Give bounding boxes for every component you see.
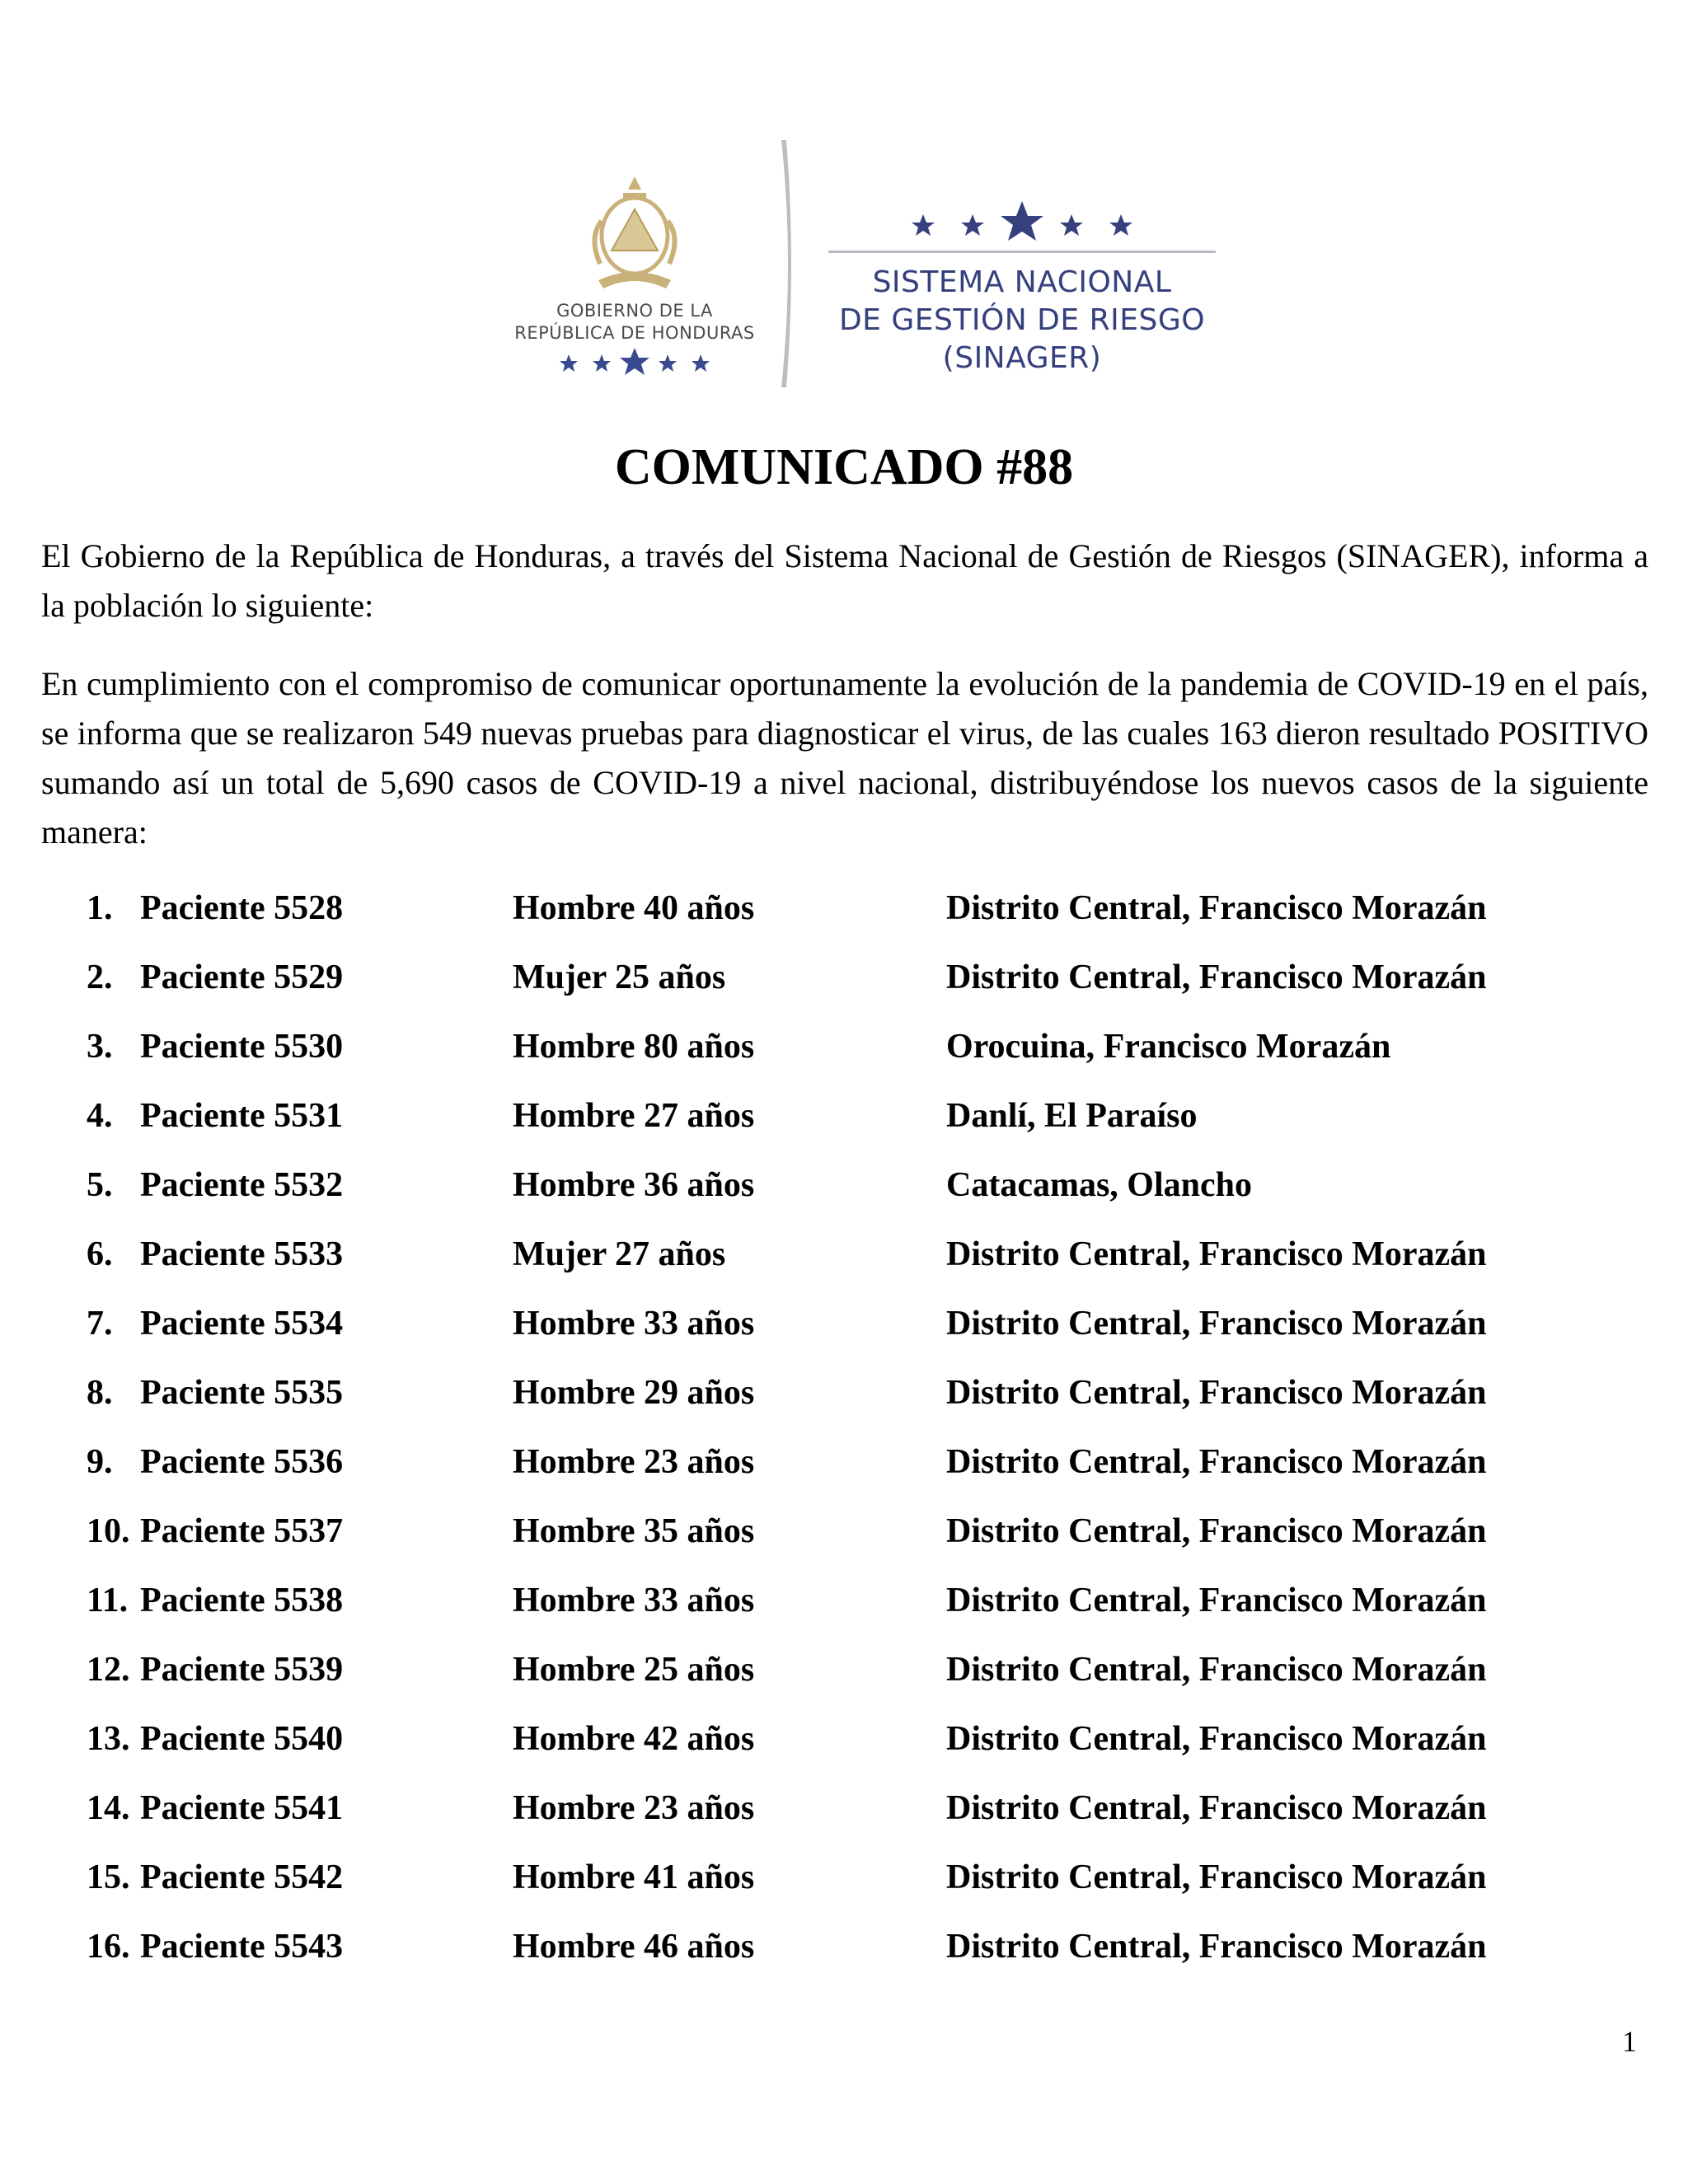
case-row [0,1576,1688,1645]
case-person: Hombre 42 años [513,1720,755,1758]
case-person: Hombre 41 años [513,1858,755,1896]
case-row [0,1299,1688,1368]
honduras-coat-of-arms-icon [584,171,686,295]
case-row [0,1368,1688,1437]
government-logo [503,132,767,396]
sinager-name-line-3: (SINAGER) [942,341,1102,375]
case-patient: Paciente 5539 [140,1651,344,1689]
case-person: Mujer 27 años [513,1235,726,1273]
case-place: Distrito Central, Francisco Morazán [946,1235,1487,1273]
case-row [0,1922,1688,1991]
government-name-line-2: REPÚBLICA DE HONDURAS [514,323,755,343]
sinager-stars-icon [898,196,1146,246]
case-patient: Paciente 5529 [140,958,344,996]
case-row [0,1783,1688,1853]
logo-divider [780,140,796,387]
case-row [0,1230,1688,1299]
case-number: 8. [87,1374,113,1412]
case-patient: Paciente 5541 [140,1789,344,1827]
case-place: Distrito Central, Francisco Morazán [946,1858,1487,1896]
case-person: Hombre 25 años [513,1651,755,1689]
page-number: 1 [1622,2025,1637,2058]
intro-paragraph: El Gobierno de la República de Honduras, a través del Sistema Nacional de Gestión de Riesgos (SINAGER), informa a la población lo siguiente: [41,537,1648,624]
case-row [0,953,1688,1022]
case-patient: Paciente 5543 [140,1928,344,1966]
case-patient: Paciente 5535 [140,1374,344,1412]
case-place: Catacamas, Olancho [946,1166,1252,1204]
case-place: Distrito Central, Francisco Morazán [946,1928,1487,1966]
case-number: 14. [87,1789,130,1827]
case-patient: Paciente 5540 [140,1720,344,1758]
case-row [0,1645,1688,1714]
case-patient: Paciente 5531 [140,1097,344,1135]
case-number: 13. [87,1720,130,1758]
case-person: Hombre 33 años [513,1305,755,1343]
case-row [0,883,1688,953]
case-row [0,1022,1688,1091]
case-person: Mujer 25 años [513,958,726,996]
case-patient: Paciente 5534 [140,1305,344,1343]
case-place: Danlí, El Paraíso [946,1097,1198,1135]
case-place: Distrito Central, Francisco Morazán [946,1582,1487,1619]
case-patient: Paciente 5530 [140,1028,344,1066]
case-number: 10. [87,1512,130,1550]
case-row [0,1091,1688,1160]
sinager-name-line-2: DE GESTIÓN DE RIESGO [838,303,1206,337]
case-row [0,1507,1688,1576]
case-person: Hombre 46 años [513,1928,755,1966]
case-place: Distrito Central, Francisco Morazán [946,1789,1487,1827]
case-number: 3. [87,1028,113,1066]
case-patient: Paciente 5532 [140,1166,344,1204]
case-person: Hombre 29 años [513,1374,755,1412]
case-number: 1. [87,889,113,927]
case-row [0,1714,1688,1783]
case-row [0,1853,1688,1922]
case-number: 7. [87,1305,113,1343]
case-place: Distrito Central, Francisco Morazán [946,958,1487,996]
case-patient: Paciente 5536 [140,1443,344,1481]
document-title: COMUNICADO #88 [614,439,1074,495]
case-person: Hombre 23 años [513,1789,755,1827]
case-number: 15. [87,1858,130,1896]
case-person: Hombre 27 años [513,1097,755,1135]
sinager-rule [828,251,1216,253]
case-place: Distrito Central, Francisco Morazán [946,1651,1487,1689]
case-person: Hombre 40 años [513,889,755,927]
government-stars-icon [552,344,717,381]
case-patient: Paciente 5533 [140,1235,344,1273]
case-number: 4. [87,1097,113,1135]
cases-list [0,883,1688,1991]
case-place: Distrito Central, Francisco Morazán [946,889,1487,927]
case-place: Orocuina, Francisco Morazán [946,1028,1391,1066]
government-name-line-1: GOBIERNO DE LA [556,301,713,321]
case-patient: Paciente 5542 [140,1858,344,1896]
sinager-logo [828,132,1224,396]
case-person: Hombre 36 años [513,1166,755,1204]
sinager-name-line-1: SISTEMA NACIONAL [872,265,1172,299]
case-patient: Paciente 5528 [140,889,344,927]
case-patient: Paciente 5538 [140,1582,344,1619]
body-paragraph: En cumplimiento con el compromiso de comunicar oportunamente la evolución de la pandemia de COVID-19 en el país, se informa que se realizaron 549 nuevas pruebas para diagnosticar el virus, de las cuales 163 dieron resultado POSITIVO sumando así un total de 5,690 casos de COVID-19 a nivel nacional, distribuyéndose los nuevos casos de la siguiente manera: [41,665,1648,851]
case-person: Hombre 80 años [513,1028,755,1066]
case-person: Hombre 33 años [513,1582,755,1619]
case-row [0,1437,1688,1507]
letterhead [0,132,1688,404]
case-number: 9. [87,1443,113,1481]
case-person: Hombre 23 años [513,1443,755,1481]
case-number: 11. [87,1582,129,1619]
case-number: 2. [87,958,113,996]
case-patient: Paciente 5537 [140,1512,344,1550]
case-number: 12. [87,1651,130,1689]
case-person: Hombre 35 años [513,1512,755,1550]
case-place: Distrito Central, Francisco Morazán [946,1512,1487,1550]
case-place: Distrito Central, Francisco Morazán [946,1374,1487,1412]
case-place: Distrito Central, Francisco Morazán [946,1720,1487,1758]
case-row [0,1160,1688,1230]
case-number: 6. [87,1235,113,1273]
case-number: 5. [87,1166,113,1204]
case-place: Distrito Central, Francisco Morazán [946,1305,1487,1343]
case-place: Distrito Central, Francisco Morazán [946,1443,1487,1481]
case-number: 16. [87,1928,130,1966]
